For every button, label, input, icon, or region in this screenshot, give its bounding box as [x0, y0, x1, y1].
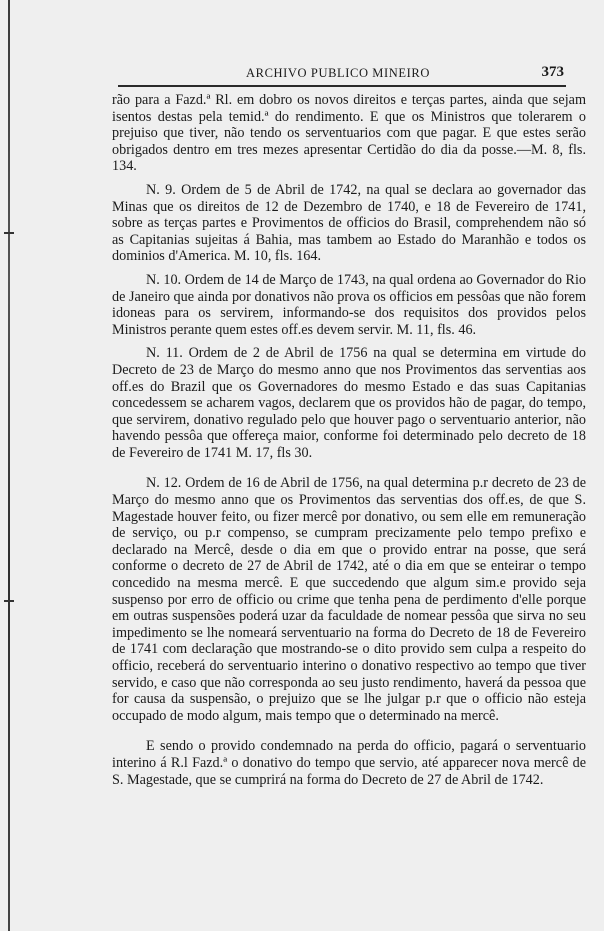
paragraph-order-12: N. 12. Ordem de 16 de Abril de 1756, na qual determina p.r decreto de 23 de Março do mesmo anno que os Provimentos das serventias dos off.es, de que S. Magestade houver feito, ou fizer mercê por donativo, ou sem elle em remuneração de serviço, ou p.r compenso, se cumpram precizamente pelo tempo prefixo e declarado na Mercê, desde o dia em que o provido entrar na posse, que será conforme o decreto de 27 de Abril de 1742, até o dia em que se enteirar o tempo concedido na mesma mercê. E que succedendo que algum sim.e provido seja suspenso por erro de officio ou crime que tenha pena de perdimento d'elle porque em outras suspensões poderá uzar da faculdade de nomear pessôa que sirva no seu impedimento se lhe nomeará serventuario na forma do Decreto de 18 de Fevereiro de 1741 com declaração que mostrando-se o dito provido sem culpa a respeito do officio, receberá do serventuario interino o donativo respectivo ao tempo que tiver servido, e caso que não corresponda ao seu justo rendimento, haverá da pessoa que for causa da suspensão, o prejuizo que se lhe julgar p.r que o officio não esteja occupado de modo algum, mais tempo que o determinado na mercê. [112, 475, 586, 724]
page-edge [8, 0, 10, 931]
paragraph-order-11: N. 11. Ordem de 2 de Abril de 1756 na qual se determina em virtude do Decreto de 23 de Março do mesmo anno que nos Provimentos das serventias aos off.es do Brazil que os Governadores do mesmo Estado e das suas Capitanias concedessem se acharem vagos, declarem que os providos hão de pagar, do tempo, que servirem, donativo regulado pelo que houver pago o serventuario anterior, não havendo pessôa que offereça maior, conforme foi determinado pelo decreto de 18 de Fevereiro de 1741 M. 17, fls 30. [112, 345, 586, 461]
paragraph-closing: E sendo o provido condemnado na perda do officio, pagará o serventuario interino á R.l Fazd.ª o donativo do tempo que servio, até apparecer nova mercê de S. Magestade, que se cumprirá na forma do Decreto de 27 de Abril de 1742. [112, 738, 586, 788]
edge-mark [4, 600, 14, 602]
page-number: 373 [541, 64, 564, 80]
paragraph-continuation: rão para a Fazd.ª Rl. em dobro os novos direitos e terças partes, ainda que sejam isentos destas pela temid.ª do rendimento. E que os Ministros que tolerarem o prejuiso que tiver, não tendo os serventuarios com que pagar. E que estes serão obrigados dentro em tres mezes apresentar Certidão do dia da posse.—M. 8, fls. 134. [112, 92, 586, 175]
page-header [118, 64, 564, 90]
running-title: ARCHIVO PUBLICO MINEIRO [246, 66, 430, 80]
paragraph-order-9: N. 9. Ordem de 5 de Abril de 1742, na qual se declara ao governador das Minas que os direitos de 12 de Dezembro de 1740, e 18 de Fevereiro de 1741, sobre as terças partes e Provimentos de officios do Brasil, comprehendem não só as Capitanias sujeitas á Bahia, mas tambem ao Estado do Maranhão e todos os dominios d'America. M. 10, fls. 164. [112, 181, 586, 265]
paragraph-order-10: N. 10. Ordem de 14 de Março de 1743, na qual ordena ao Governador do Rio de Janeiro que ainda por donativos não prova os officios em pessôas que não forem idoneas para os servirem, informando-se dos requisitos dos providos pelos Ministros perante quem estes off.es devem servir. M. 11, fls. 46. [112, 271, 586, 338]
document-body [112, 92, 586, 795]
header-rule [118, 85, 566, 87]
edge-mark [4, 232, 14, 234]
